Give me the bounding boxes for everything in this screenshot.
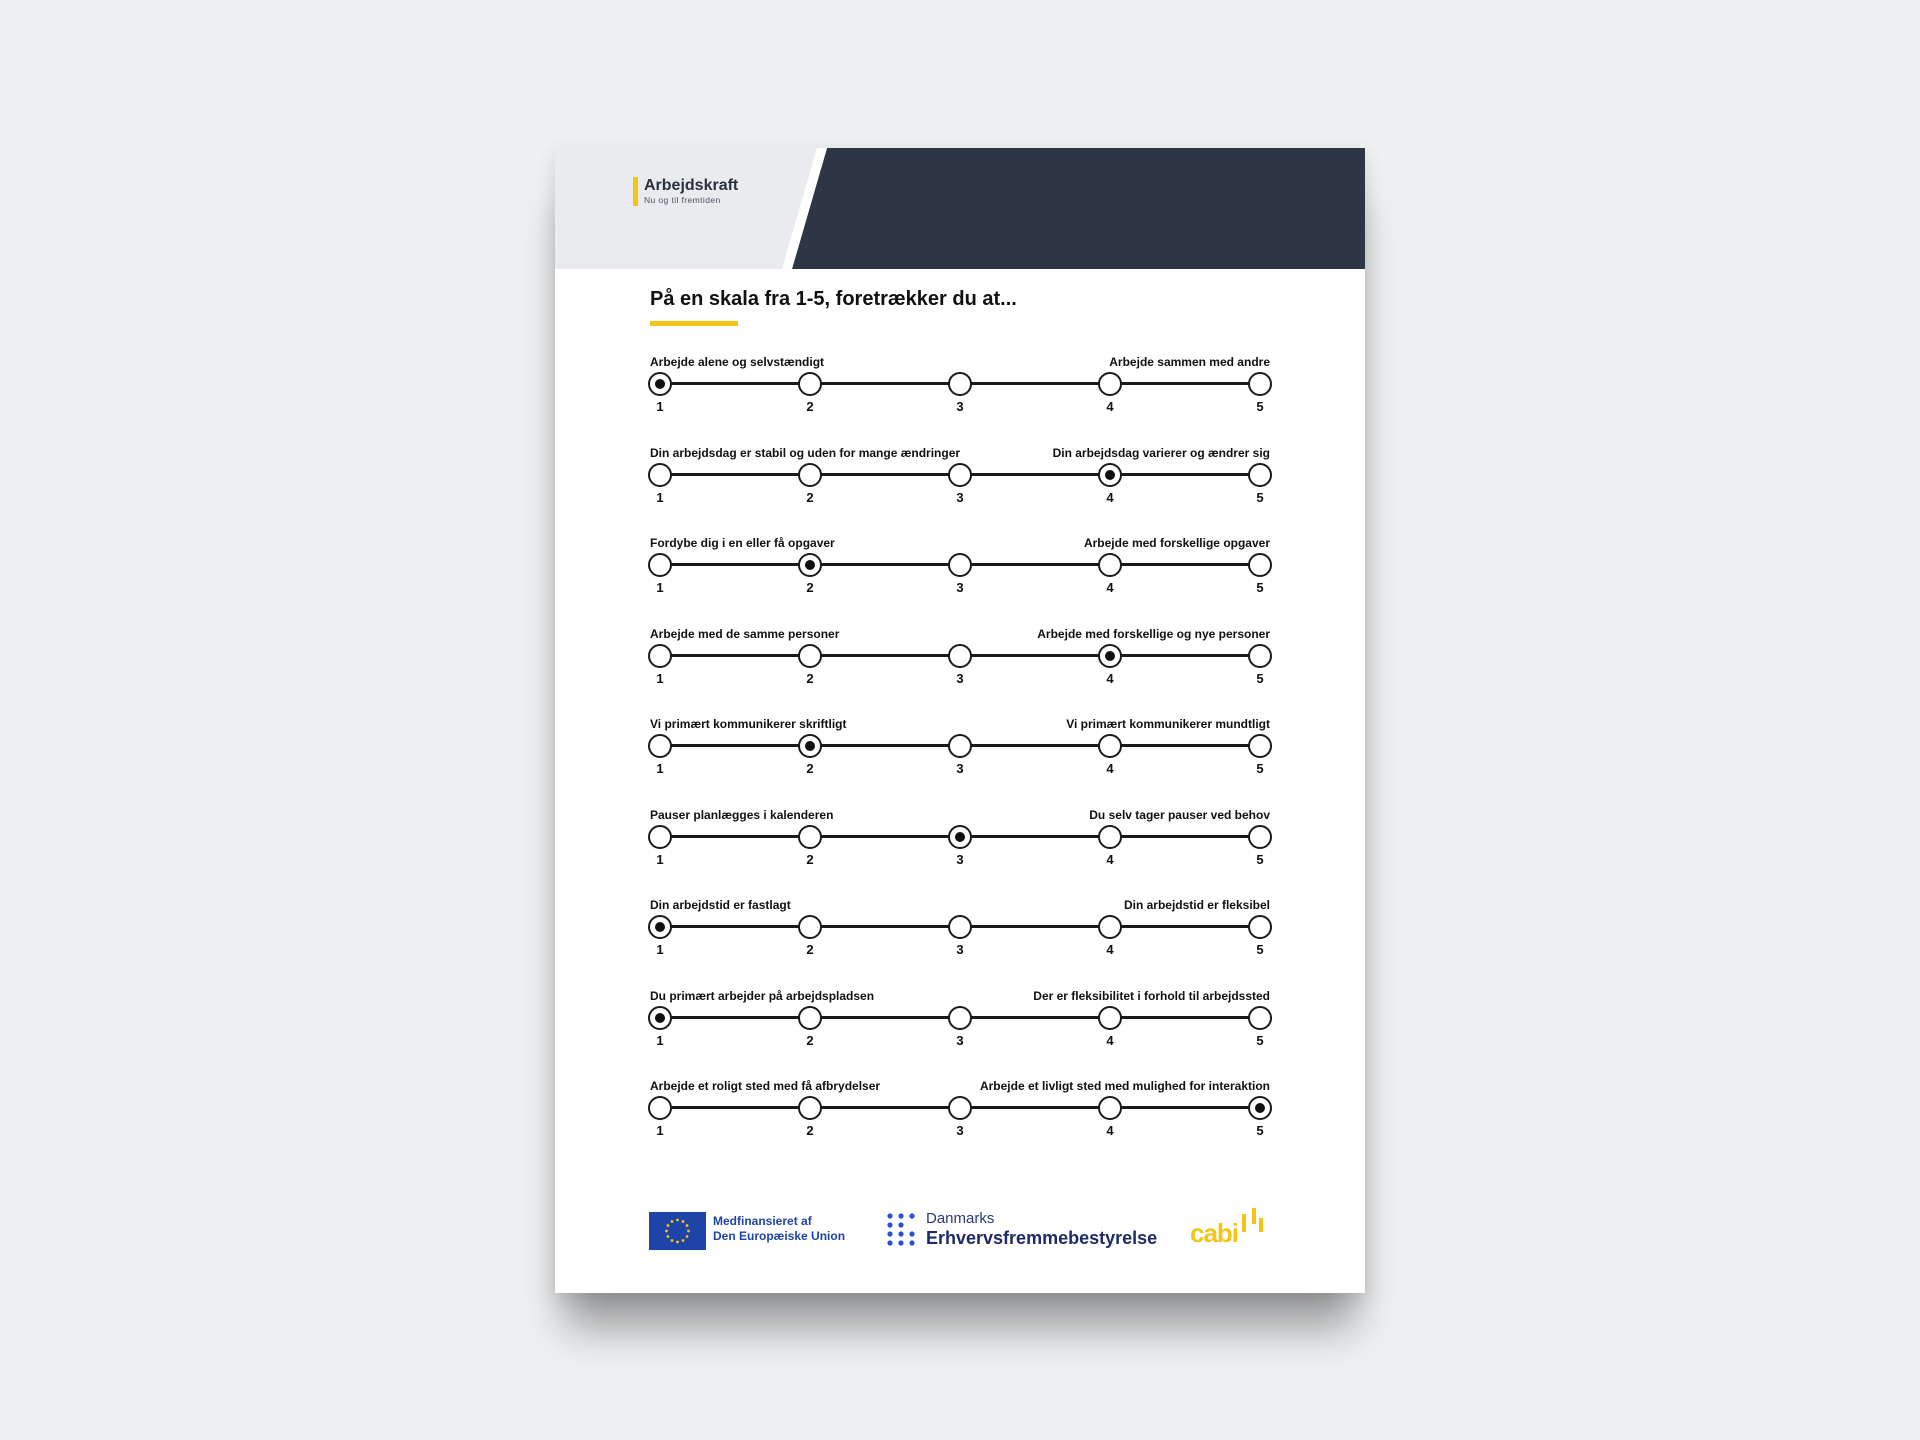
scale-number: 2 [806, 399, 814, 414]
scale-number: 4 [1106, 761, 1114, 776]
scale-radio-4[interactable] [1098, 372, 1122, 396]
scale-radio-1[interactable] [648, 734, 672, 758]
scale-number: 4 [1106, 942, 1114, 957]
scale-number: 1 [656, 399, 664, 414]
scale-number: 2 [806, 761, 814, 776]
scale-radio-2[interactable] [798, 644, 822, 668]
scale-left-label: Vi primært kommunikerer skriftligt [650, 717, 847, 731]
scale-radio-2[interactable] [798, 915, 822, 939]
scale-number: 3 [956, 670, 964, 686]
scale-radio-3[interactable] [948, 644, 972, 668]
scale-radio-1[interactable] [648, 1006, 672, 1030]
scale-number: 5 [1256, 761, 1264, 776]
scale-radio-5[interactable] [1248, 463, 1272, 487]
scale-right-label: Arbejde med forskellige opgaver [1083, 536, 1270, 550]
erst-dots-icon [886, 1212, 916, 1248]
scale-number: 1 [656, 942, 664, 957]
scale-number: 4 [1106, 1123, 1114, 1138]
scale-radio-2[interactable] [798, 1006, 822, 1030]
scale-number: 5 [1256, 1032, 1264, 1048]
scale-number: 3 [956, 851, 964, 867]
page-title: På en skala fra 1-5, foretrækker du at... [650, 288, 1017, 310]
eu-flag-icon [649, 1212, 706, 1250]
eu-line2: Den Europæiske Union [713, 1229, 846, 1243]
scale-radio-4[interactable] [1098, 463, 1122, 487]
scale-radio-4[interactable] [1098, 553, 1122, 577]
scale-left-label: Din arbejdsdag er stabil og uden for mange ændringer [650, 445, 961, 460]
scale-number: 2 [806, 942, 814, 957]
scale-radio-3[interactable] [948, 463, 972, 487]
scale-radio-4[interactable] [1098, 1096, 1122, 1120]
scale-number: 3 [956, 489, 964, 505]
scale-row [650, 989, 1270, 1061]
scale-radio-3[interactable] [948, 915, 972, 939]
scale-number: 1 [656, 489, 664, 505]
scale-number: 4 [1106, 489, 1114, 505]
scale-right-label: Arbejde et livligt sted med mulighed for interaktion [979, 1079, 1270, 1093]
scale-number: 1 [656, 580, 664, 595]
scale-radio-4[interactable] [1098, 825, 1122, 849]
scale-number: 1 [656, 761, 664, 776]
scale-right-label: Der er fleksibilitet i forhold til arbejdssted [1033, 988, 1270, 1003]
scale-number: 1 [656, 1123, 664, 1138]
scale-radio-2[interactable] [798, 372, 822, 396]
scale-number: 5 [1256, 489, 1264, 505]
scale-left-label: Arbejde et roligt sted med få afbrydelser [650, 1079, 881, 1093]
scale-radio-3[interactable] [948, 734, 972, 758]
eu-cofinanced-text [713, 1214, 845, 1244]
scale-number: 2 [806, 851, 814, 867]
scale-radio-1[interactable] [648, 825, 672, 849]
scale-radio-3[interactable] [948, 553, 972, 577]
scale-row [650, 808, 1270, 880]
scale-radio-1[interactable] [648, 1096, 672, 1120]
scale-radio-5[interactable] [1248, 734, 1272, 758]
scale-right-label: Arbejde med forskellige og nye personer [1037, 626, 1270, 641]
scale-radio-3[interactable] [948, 1006, 972, 1030]
logo-title: Arbejdskraft [644, 177, 739, 194]
scale-right-label: Du selv tager pauser ved behov [1089, 807, 1270, 822]
scale-number: 2 [806, 489, 814, 505]
scale-number: 1 [656, 1032, 664, 1048]
scale-radio-5[interactable] [1248, 1096, 1272, 1120]
scale-radio-1[interactable] [648, 915, 672, 939]
scale-radio-3[interactable] [948, 825, 972, 849]
scale-radio-2[interactable] [798, 734, 822, 758]
scale-radio-2[interactable] [798, 825, 822, 849]
scale-right-label: Vi primært kommunikerer mundtligt [1066, 717, 1270, 731]
scale-number: 5 [1256, 851, 1264, 867]
scale-left-label: Fordybe dig i en eller få opgaver [650, 536, 835, 550]
scale-radio-1[interactable] [648, 372, 672, 396]
scale-radio-4[interactable] [1098, 644, 1122, 668]
scale-number: 4 [1106, 670, 1114, 686]
scale-left-label: Arbejde alene og selvstændigt [650, 355, 825, 369]
scale-radio-5[interactable] [1248, 644, 1272, 668]
scale-right-label: Arbejde sammen med andre [1109, 355, 1270, 369]
scale-row [650, 627, 1270, 699]
scale-number: 3 [956, 1032, 964, 1048]
scale-number: 2 [806, 1032, 814, 1048]
scale-radio-5[interactable] [1248, 825, 1272, 849]
cabi-mark-icon [1238, 1208, 1266, 1238]
scale-radio-2[interactable] [798, 1096, 822, 1120]
scale-left-label: Du primært arbejder på arbejdspladsen [650, 988, 875, 1003]
questionnaire-sheet [555, 148, 1365, 1293]
scale-number: 4 [1106, 1032, 1114, 1048]
title-underline [650, 321, 738, 326]
scale-right-label: Din arbejdsdag varierer og ændrer sig [1052, 445, 1270, 460]
scale-row [650, 898, 1270, 970]
scale-number: 4 [1106, 399, 1114, 414]
erst-line2: Erhvervsfremmebestyrelse [926, 1228, 1158, 1248]
scale-radio-1[interactable] [648, 644, 672, 668]
scale-number: 3 [956, 1123, 964, 1138]
scale-radio-5[interactable] [1248, 915, 1272, 939]
scale-number: 4 [1106, 580, 1114, 595]
scale-number: 3 [956, 942, 964, 957]
scale-radio-4[interactable] [1098, 1006, 1122, 1030]
scale-number: 3 [956, 580, 964, 595]
scale-radio-4[interactable] [1098, 915, 1122, 939]
scale-radio-1[interactable] [648, 553, 672, 577]
scale-row [650, 717, 1270, 789]
cabi-logo-text: cabi [1190, 1218, 1239, 1248]
eu-line1: Medfinansieret af [713, 1214, 812, 1228]
scale-radio-5[interactable] [1248, 372, 1272, 396]
scale-left-label: Din arbejdstid er fastlagt [650, 898, 791, 912]
scale-number: 5 [1256, 942, 1264, 957]
scale-row [650, 446, 1270, 518]
scale-row [650, 1079, 1270, 1151]
scale-number: 2 [806, 670, 814, 686]
scale-right-label: Din arbejdstid er fleksibel [1123, 898, 1270, 912]
scale-number: 2 [806, 580, 814, 595]
scale-radio-2[interactable] [798, 553, 822, 577]
scale-radio-5[interactable] [1248, 553, 1272, 577]
scale-number: 1 [656, 851, 664, 867]
scale-number: 5 [1256, 399, 1264, 414]
scale-radio-3[interactable] [948, 1096, 972, 1120]
arbejdskraft-logo [633, 177, 738, 206]
scale-number: 5 [1256, 670, 1264, 686]
scale-number: 5 [1256, 1123, 1264, 1138]
footer-logos [555, 1208, 1365, 1268]
scale-left-label: Pauser planlægges i kalenderen [650, 807, 834, 822]
scale-number: 4 [1106, 851, 1114, 867]
scale-number: 3 [956, 761, 964, 776]
header-dark-shape [555, 148, 1365, 269]
scale-radio-2[interactable] [798, 463, 822, 487]
scale-radio-1[interactable] [648, 463, 672, 487]
scale-number: 1 [656, 670, 664, 686]
scale-number: 5 [1256, 580, 1264, 595]
scale-radio-3[interactable] [948, 372, 972, 396]
erst-line1: Danmarks [926, 1210, 995, 1227]
scale-row [650, 536, 1270, 608]
logo-subtitle: Nu og til fremtiden [644, 195, 721, 205]
scale-row [650, 355, 1270, 427]
scale-radio-4[interactable] [1098, 734, 1122, 758]
scale-left-label: Arbejde med de samme personer [650, 626, 840, 641]
scale-radio-5[interactable] [1248, 1006, 1272, 1030]
scale-number: 2 [806, 1123, 814, 1138]
scale-number: 3 [956, 399, 964, 414]
